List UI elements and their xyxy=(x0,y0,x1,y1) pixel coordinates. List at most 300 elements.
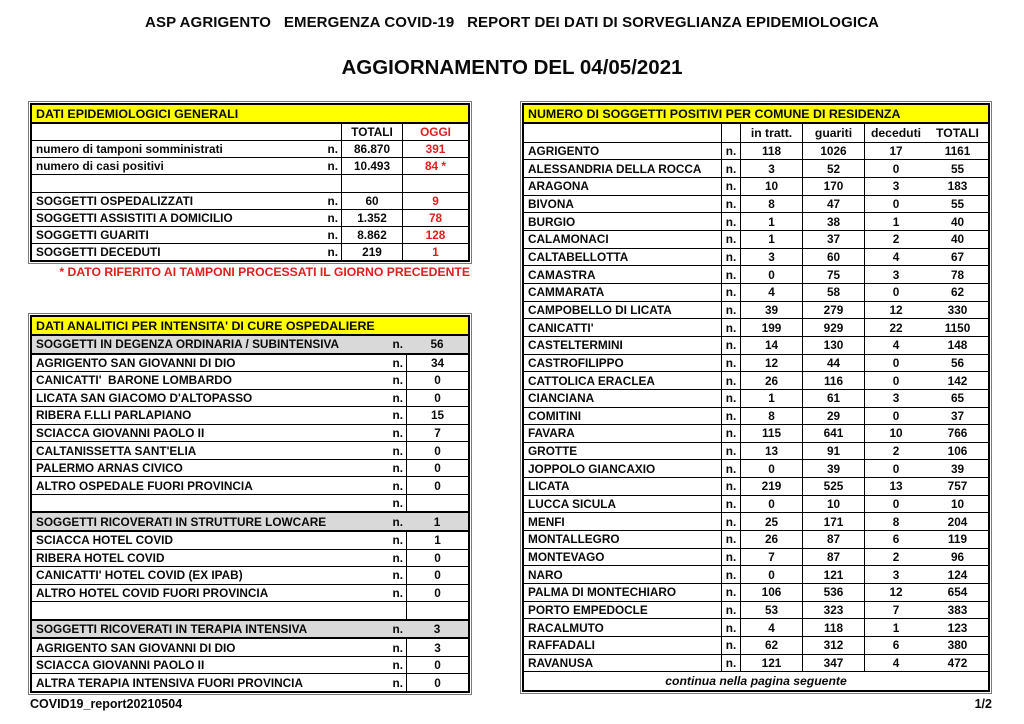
row-label-cell xyxy=(32,442,406,459)
cell-comune: CAMASTRA xyxy=(528,267,596,282)
table-row xyxy=(524,318,988,336)
n-abbrev: n. xyxy=(392,373,403,388)
row-label-cell xyxy=(32,227,341,243)
row-label: CANICATTI' HOTEL COVID (EX IPAB) xyxy=(36,568,243,583)
cell-totali: 1.352 xyxy=(341,210,402,226)
cell-in-tratt: 0 xyxy=(740,460,802,477)
n-abbrev: n. xyxy=(721,496,740,513)
column-header-totali: TOTALI xyxy=(936,125,979,140)
n-abbrev: n. xyxy=(392,355,403,370)
n-abbrev: n. xyxy=(392,640,403,655)
cell-totali: 142 xyxy=(947,373,968,388)
cell-totali: 119 xyxy=(947,532,968,547)
table-row xyxy=(524,477,988,495)
table-row xyxy=(524,354,988,372)
row-label: SCIACCA GIOVANNI PAOLO II xyxy=(36,426,205,440)
cell-guariti: 10 xyxy=(802,496,864,513)
cell-in-tratt: 7 xyxy=(740,549,802,566)
cell-comune: RACALMUTO xyxy=(528,620,604,635)
cell-guariti: 1026 xyxy=(802,143,864,160)
cell-comune: CAMPOBELLO DI LICATA xyxy=(528,302,672,317)
cell-oggi xyxy=(402,175,468,191)
cell-deceduti: 3 xyxy=(864,266,927,283)
cell-comune: PALMA DI MONTECHIARO xyxy=(528,585,677,600)
cell-comune: ARAGONA xyxy=(528,179,589,194)
column-header-totali: TOTALI xyxy=(341,124,402,140)
cell-oggi: 84 * xyxy=(402,158,468,174)
cell-comune: CATTOLICA ERACLEA xyxy=(528,373,655,388)
n-abbrev: n. xyxy=(721,231,740,248)
n-abbrev: n. xyxy=(721,390,740,407)
table-row xyxy=(32,209,468,226)
n-abbrev: n. xyxy=(392,443,403,458)
table-row xyxy=(524,636,988,654)
cell-deceduti: 4 xyxy=(864,655,927,672)
row-label: CANICATTI' BARONE LOMBARDO xyxy=(36,373,232,388)
column-header-guariti: guariti xyxy=(802,124,864,142)
n-abbrev: n. xyxy=(392,337,403,352)
cell-in-tratt: 3 xyxy=(740,249,802,266)
cell-in-tratt: 121 xyxy=(740,655,802,672)
n-abbrev: n. xyxy=(721,266,740,283)
table-row xyxy=(524,424,988,442)
cell-totali: 757 xyxy=(947,479,968,494)
cell-in-tratt: 4 xyxy=(740,619,802,636)
n-abbrev: n. xyxy=(721,584,740,601)
n-abbrev: n. xyxy=(721,160,740,177)
cell-in-tratt: 1 xyxy=(740,231,802,248)
row-label-cell xyxy=(32,674,406,691)
cell-deceduti: 0 xyxy=(864,160,927,177)
n-abbrev: n. xyxy=(327,193,338,208)
row-label: RIBERA HOTEL COVID xyxy=(36,550,165,565)
cell-comune: RAFFADALI xyxy=(528,638,595,653)
n-abbrev: n. xyxy=(721,460,740,477)
cell-guariti: 536 xyxy=(802,584,864,601)
cell-in-tratt: 0 xyxy=(740,566,802,583)
n-abbrev: n. xyxy=(721,355,740,372)
cell-comune: CANICATTI' xyxy=(528,320,594,335)
cell-value: 34 xyxy=(406,355,468,372)
column-header-deceduti: deceduti xyxy=(864,124,927,142)
cell-totali: 55 xyxy=(950,161,965,176)
page-title: ASP AGRIGENTO EMERGENZA COVID-19 REPORT DEI DATI DI SORVEGLIANZA EPIDEMIOLOGICA xyxy=(145,14,879,31)
row-label-cell xyxy=(32,372,406,389)
cell-comune: ALESSANDRIA DELLA ROCCA xyxy=(528,161,702,176)
row-label: PALERMO ARNAS CIVICO xyxy=(36,461,183,476)
cell-totali: 1161 xyxy=(944,143,971,158)
cell-guariti: 87 xyxy=(802,531,864,548)
cell-totali: 380 xyxy=(947,638,968,653)
cell-in-tratt: 53 xyxy=(740,602,802,619)
table-row xyxy=(524,495,988,513)
cell-guariti: 171 xyxy=(802,513,864,530)
n-abbrev: n. xyxy=(392,478,403,493)
row-label-cell xyxy=(32,175,341,191)
row-label: SOGGETTI RICOVERATI IN TERAPIA INTENSIVA xyxy=(36,622,308,637)
n-abbrev: n. xyxy=(721,284,740,301)
n-abbrev: n. xyxy=(721,602,740,619)
n-abbrev: n. xyxy=(721,178,740,195)
cell-guariti: 75 xyxy=(802,266,864,283)
cell-in-tratt: 118 xyxy=(740,143,802,160)
n-abbrev: n. xyxy=(392,390,403,405)
cell-comune: CALTABELLOTTA xyxy=(528,249,629,264)
row-label: ALTRA TERAPIA INTENSIVA FUORI PROVINCIA xyxy=(36,675,303,690)
n-abbrev: n. xyxy=(721,566,740,583)
table-row xyxy=(524,512,988,530)
cell-value: 0 xyxy=(406,567,468,584)
cell-guariti: 37 xyxy=(802,231,864,248)
cell-in-tratt: 8 xyxy=(740,408,802,425)
cell-comune: CASTELTERMINI xyxy=(528,338,623,353)
n-abbrev: n. xyxy=(721,143,740,160)
cell-totali: 40 xyxy=(950,232,965,247)
cell-deceduti: 0 xyxy=(864,355,927,372)
comuni-table-header-row xyxy=(524,124,988,142)
cell-guariti: 312 xyxy=(802,637,864,654)
cell-guariti: 121 xyxy=(802,566,864,583)
row-label-cell xyxy=(32,567,406,584)
cell-comune: FAVARA xyxy=(528,426,575,441)
n-abbrev: n. xyxy=(721,213,740,230)
row-label: SOGGETTI DECEDUTI xyxy=(36,244,161,259)
n-abbrev: n. xyxy=(721,531,740,548)
table-row xyxy=(32,566,468,584)
cell-guariti: 116 xyxy=(802,372,864,389)
cell-value: 1 xyxy=(406,532,468,549)
cell-deceduti: 3 xyxy=(864,390,927,407)
cell-guariti: 279 xyxy=(802,302,864,319)
row-label-cell xyxy=(32,407,406,424)
cell-totali: 472 xyxy=(947,656,968,671)
cell-totali: 8.862 xyxy=(341,227,402,243)
table-row xyxy=(524,565,988,583)
cell-value: 7 xyxy=(406,425,468,442)
row-label-cell xyxy=(32,621,406,638)
n-abbrev: n. xyxy=(392,496,403,511)
row-label-cell xyxy=(32,355,406,372)
cell-totali: 219 xyxy=(341,244,402,260)
n-abbrev: n. xyxy=(721,637,740,654)
row-label: RIBERA F.LLI PARLAPIANO xyxy=(36,408,192,423)
table-row xyxy=(524,159,988,177)
cell-guariti: 47 xyxy=(802,196,864,213)
row-label: SOGGETTI GUARITI xyxy=(36,227,149,242)
cell-comune: CAMMARATA xyxy=(528,285,605,300)
cell-in-tratt: 10 xyxy=(740,178,802,195)
column-header-oggi: OGGI xyxy=(402,124,468,140)
row-label: SOGGETTI OSPEDALIZZATI xyxy=(36,193,194,208)
n-abbrev: n. xyxy=(721,337,740,354)
n-abbrev: n. xyxy=(392,550,403,565)
table-row xyxy=(32,157,468,174)
table-row xyxy=(32,639,468,656)
cell-deceduti: 6 xyxy=(864,637,927,654)
cell-comune: COMITINI xyxy=(528,408,582,423)
cell-guariti: 60 xyxy=(802,249,864,266)
header-empty-cell xyxy=(32,124,341,140)
cell-totali: 330 xyxy=(947,302,968,317)
cell-in-tratt: 4 xyxy=(740,284,802,301)
cell-guariti: 170 xyxy=(802,178,864,195)
row-label: AGRIGENTO SAN GIOVANNI DI DIO xyxy=(36,640,236,655)
cell-in-tratt: 12 xyxy=(740,355,802,372)
row-label-cell xyxy=(32,532,406,549)
cell-deceduti: 2 xyxy=(864,549,927,566)
general-table-body xyxy=(32,124,468,260)
cell-guariti: 39 xyxy=(802,460,864,477)
cell-totali: 39 xyxy=(950,461,965,476)
cell-comune: PORTO EMPEDOCLE xyxy=(528,603,648,618)
hospital-intensity-table xyxy=(30,315,470,693)
row-label: SCIACCA GIOVANNI PAOLO II xyxy=(36,658,205,673)
table-row xyxy=(32,532,468,549)
cell-deceduti: 22 xyxy=(864,319,927,336)
n-abbrev: n. xyxy=(721,443,740,460)
general-data-table xyxy=(30,103,470,262)
cell-comune: AGRIGENTO xyxy=(528,143,600,158)
cell-value: 0 xyxy=(406,442,468,459)
row-label-cell xyxy=(32,210,341,226)
n-abbrev: n. xyxy=(392,514,403,529)
cell-totali: 60 xyxy=(341,193,402,209)
row-label: ALTRO OSPEDALE FUORI PROVINCIA xyxy=(36,478,253,493)
n-abbrev: n. xyxy=(721,549,740,566)
table-row xyxy=(32,441,468,459)
row-label: CALTANISSETTA SANT'ELIA xyxy=(36,443,197,458)
n-abbrev: n. xyxy=(392,658,403,673)
cell-deceduti: 13 xyxy=(864,478,927,495)
cell-value: 0 xyxy=(406,372,468,389)
table-row xyxy=(32,673,468,691)
cell-deceduti: 12 xyxy=(864,302,927,319)
cell-totali: 1150 xyxy=(944,320,971,335)
n-abbrev: n. xyxy=(392,533,403,548)
row-label-cell xyxy=(32,425,406,442)
cell-totali: 96 xyxy=(950,550,965,565)
n-abbrev: n. xyxy=(721,196,740,213)
table-row xyxy=(32,371,468,389)
cell-deceduti: 17 xyxy=(864,143,927,160)
table-row xyxy=(524,142,988,160)
table-row xyxy=(524,212,988,230)
row-label-cell xyxy=(32,141,341,157)
cell-value: 0 xyxy=(406,460,468,477)
n-abbrev: n. xyxy=(392,408,403,423)
cell-totali: 183 xyxy=(947,179,968,194)
n-abbrev: n. xyxy=(327,142,338,157)
comuni-positivi-table xyxy=(522,103,990,692)
cell-totali: 10 xyxy=(950,497,965,512)
cell-in-tratt: 106 xyxy=(740,584,802,601)
cell-guariti: 118 xyxy=(802,619,864,636)
table-row xyxy=(32,549,468,567)
cell-guariti: 929 xyxy=(802,319,864,336)
cell-in-tratt: 1 xyxy=(740,390,802,407)
document-filename: COVID19_report20210504 xyxy=(30,697,183,711)
table-row xyxy=(524,230,988,248)
n-abbrev: n. xyxy=(392,585,403,600)
table-row xyxy=(32,584,468,602)
table-row xyxy=(524,548,988,566)
cell-in-tratt: 1 xyxy=(740,213,802,230)
n-abbrev: n. xyxy=(327,159,338,174)
cell-deceduti: 2 xyxy=(864,443,927,460)
n-abbrev: n. xyxy=(392,461,403,476)
cell-totali: 37 xyxy=(950,408,965,423)
cell-totali: 78 xyxy=(950,267,965,282)
table-row xyxy=(524,265,988,283)
cell-in-tratt: 26 xyxy=(740,531,802,548)
cell-totali: 10.493 xyxy=(341,158,402,174)
cell-deceduti: 0 xyxy=(864,196,927,213)
n-abbrev: n. xyxy=(392,568,403,583)
cell-comune: JOPPOLO GIANCAXIO xyxy=(528,461,656,476)
cell-deceduti: 3 xyxy=(864,178,927,195)
table-row xyxy=(32,476,468,494)
cell-deceduti: 1 xyxy=(864,619,927,636)
cell-in-tratt: 115 xyxy=(740,425,802,442)
cell-totali: 56 xyxy=(950,355,965,370)
row-label-cell xyxy=(32,193,341,209)
table-row xyxy=(524,654,988,672)
footnote-tamponi: * DATO RIFERITO AI TAMPONI PROCESSATI IL GIORNO PRECEDENTE xyxy=(59,265,470,279)
cell-oggi: 1 xyxy=(402,244,468,260)
row-label: ALTRO HOTEL COVID FUORI PROVINCIA xyxy=(36,585,269,600)
cell-in-tratt: 25 xyxy=(740,513,802,530)
table-row xyxy=(32,243,468,260)
row-label: SOGGETTI ASSISTITI A DOMICILIO xyxy=(36,210,233,225)
continuation-note: continua nella pagina seguente xyxy=(524,671,988,690)
cell-comune: LICATA xyxy=(528,479,570,494)
cell-comune: NARO xyxy=(528,567,563,582)
cell-comune: LUCCA SICULA xyxy=(528,497,617,512)
cell-value: 0 xyxy=(406,390,468,407)
table-row xyxy=(32,355,468,372)
table-row xyxy=(32,459,468,477)
n-abbrev: n. xyxy=(721,619,740,636)
cell-comune: GROTTE xyxy=(528,444,578,459)
cell-deceduti: 10 xyxy=(864,425,927,442)
cell-deceduti: 12 xyxy=(864,584,927,601)
cell-value: 3 xyxy=(433,622,441,637)
cell-comune: BURGIO xyxy=(528,214,576,229)
cell-deceduti: 6 xyxy=(864,531,927,548)
cell-value: 15 xyxy=(406,407,468,424)
cell-deceduti: 0 xyxy=(864,496,927,513)
cell-value xyxy=(406,495,468,512)
cell-totali: 204 xyxy=(947,514,968,529)
cell-value xyxy=(406,602,468,619)
row-label-cell xyxy=(32,336,406,353)
cell-value: 1 xyxy=(433,514,441,529)
cell-in-tratt: 3 xyxy=(740,160,802,177)
n-abbrev: n. xyxy=(721,655,740,672)
row-label: SOGGETTI IN DEGENZA ORDINARIA / SUBINTENSIVA xyxy=(36,337,340,352)
cell-guariti: 52 xyxy=(802,160,864,177)
table-row xyxy=(524,530,988,548)
cell-totali: 106 xyxy=(947,444,968,459)
n-abbrev: n. xyxy=(327,244,338,259)
cell-comune: CASTROFILIPPO xyxy=(528,355,624,370)
hospital-table-body xyxy=(32,336,468,691)
comuni-table-title: NUMERO DI SOGGETTI POSITIVI PER COMUNE DI RESIDENZA xyxy=(524,105,988,124)
cell-in-tratt: 219 xyxy=(740,478,802,495)
n-abbrev: n. xyxy=(721,249,740,266)
n-abbrev: n. xyxy=(721,513,740,530)
table-row xyxy=(524,583,988,601)
cell-value: 0 xyxy=(406,585,468,602)
cell-guariti: 44 xyxy=(802,355,864,372)
cell-totali: 62 xyxy=(950,285,965,300)
n-abbrev: n. xyxy=(721,372,740,389)
header-empty-cell xyxy=(721,124,740,142)
table-row xyxy=(524,618,988,636)
cell-comune: MONTEVAGO xyxy=(528,550,605,565)
cell-in-tratt: 199 xyxy=(740,319,802,336)
table-row xyxy=(32,656,468,674)
cell-comune: BIVONA xyxy=(528,196,574,211)
cell-totali: 766 xyxy=(947,426,968,441)
n-abbrev: n. xyxy=(392,622,403,637)
table-row xyxy=(524,459,988,477)
cell-totali: 124 xyxy=(947,567,968,582)
table-row xyxy=(32,336,468,355)
row-label-cell xyxy=(32,390,406,407)
cell-value: 3 xyxy=(406,639,468,656)
cell-totali: 86.870 xyxy=(341,141,402,157)
cell-deceduti: 0 xyxy=(864,460,927,477)
cell-in-tratt: 0 xyxy=(740,266,802,283)
row-label-cell xyxy=(32,657,406,674)
cell-value: 56 xyxy=(430,337,444,352)
cell-oggi: 78 xyxy=(402,210,468,226)
cell-deceduti: 4 xyxy=(864,249,927,266)
cell-totali: 67 xyxy=(950,249,965,264)
cell-in-tratt: 39 xyxy=(740,302,802,319)
row-label: SCIACCA HOTEL COVID xyxy=(36,533,173,548)
cell-deceduti: 2 xyxy=(864,231,927,248)
cell-comune: RAVANUSA xyxy=(528,656,594,671)
cell-guariti: 29 xyxy=(802,408,864,425)
cell-deceduti: 0 xyxy=(864,284,927,301)
n-abbrev: n. xyxy=(392,675,403,690)
row-label: numero di tamponi somministrati xyxy=(36,142,223,157)
hospital-table-title: DATI ANALITICI PER INTENSITA' DI CURE OSPEDALIERE xyxy=(32,317,468,336)
n-abbrev: n. xyxy=(721,408,740,425)
comuni-table-body xyxy=(524,142,988,672)
table-row xyxy=(524,301,988,319)
n-abbrev: n. xyxy=(392,426,403,440)
cell-oggi: 9 xyxy=(402,193,468,209)
cell-value: 0 xyxy=(406,674,468,691)
cell-totali: 40 xyxy=(950,214,965,229)
page-number: 1/2 xyxy=(974,697,992,711)
cell-guariti: 347 xyxy=(802,655,864,672)
cell-totali: 148 xyxy=(947,338,968,353)
cell-deceduti: 8 xyxy=(864,513,927,530)
row-label: AGRIGENTO SAN GIOVANNI DI DIO xyxy=(36,355,236,370)
general-table-header-row xyxy=(32,124,468,140)
cell-deceduti: 0 xyxy=(864,408,927,425)
table-row xyxy=(32,494,468,512)
cell-in-tratt: 0 xyxy=(740,496,802,513)
cell-totali: 65 xyxy=(950,391,965,406)
row-label-cell xyxy=(32,602,406,619)
cell-totali: 55 xyxy=(950,196,965,211)
table-row xyxy=(524,177,988,195)
